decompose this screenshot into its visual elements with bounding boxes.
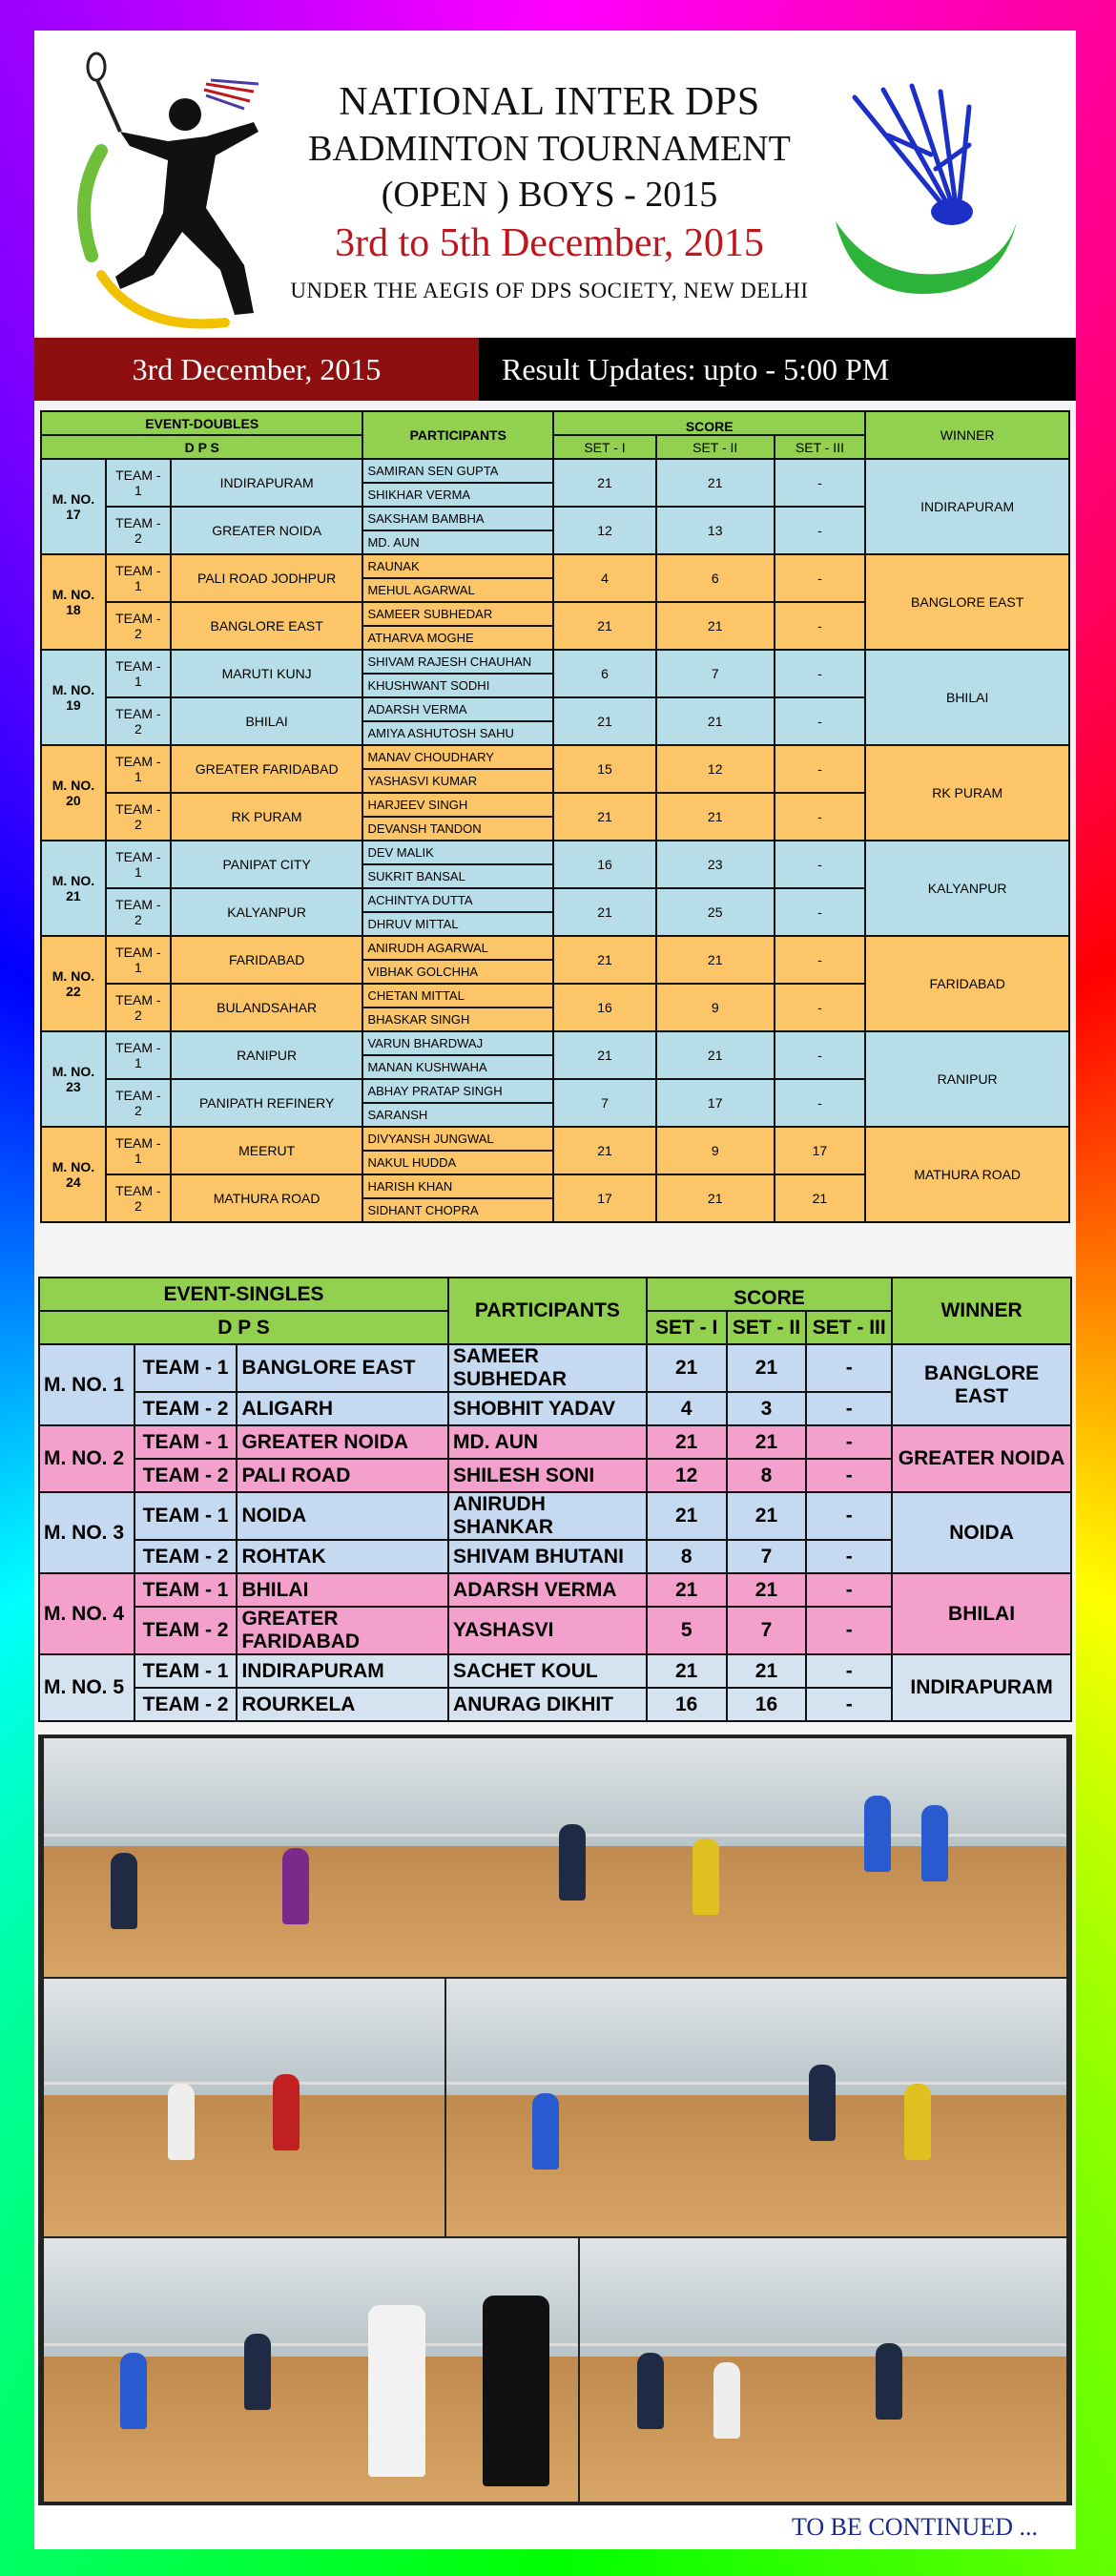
score-set-3: - — [775, 459, 866, 507]
singles-row — [39, 1425, 1071, 1459]
score-set-2: 7 — [727, 1540, 807, 1573]
dps-school: MEERUT — [171, 1127, 363, 1174]
participant-name: ANIRUDH SHANKAR — [448, 1492, 647, 1540]
score-set-1: 6 — [553, 650, 656, 697]
team-label: TEAM - 1 — [134, 1492, 238, 1540]
participant-name: KHUSHWANT SODHI — [362, 674, 553, 697]
score-set-1: 16 — [553, 984, 656, 1031]
match-winner: INDIRAPURAM — [892, 1654, 1071, 1721]
dps-school: MATHURA ROAD — [171, 1174, 363, 1222]
team-label: TEAM - 2 — [134, 1607, 238, 1654]
score-set-2: 21 — [727, 1573, 807, 1607]
dps-school: BANGLORE EAST — [237, 1344, 448, 1392]
match-winner: FARIDABAD — [865, 936, 1069, 1031]
match-number: M. NO. 21 — [41, 841, 106, 936]
participant-name: SARANSH — [362, 1103, 553, 1127]
score-set-3: - — [806, 1392, 892, 1425]
score-set-3: - — [775, 697, 866, 745]
score-set-1: 21 — [647, 1492, 727, 1540]
score-set-3: - — [806, 1573, 892, 1607]
doubles-set2-header: SET - II — [656, 435, 775, 459]
team-label: TEAM - 2 — [106, 697, 171, 745]
team-label: TEAM - 2 — [106, 602, 171, 650]
doubles-row — [41, 936, 1069, 960]
score-set-1: 21 — [553, 793, 656, 841]
score-set-1: 21 — [553, 697, 656, 745]
dps-school: BHILAI — [237, 1573, 448, 1607]
result-banner — [34, 338, 1076, 401]
doubles-set1-header: SET - I — [553, 435, 656, 459]
participant-name: DEV MALIK — [362, 841, 553, 864]
team-label: TEAM - 2 — [106, 507, 171, 554]
match-number: M. NO. 4 — [39, 1573, 134, 1654]
doubles-results-table — [40, 410, 1070, 1223]
participant-name: ADARSH VERMA — [362, 697, 553, 721]
score-set-3: - — [806, 1607, 892, 1654]
photo-collage — [38, 1735, 1072, 2505]
participant-name: NAKUL HUDDA — [362, 1151, 553, 1174]
title-line-2: BADMINTON TOURNAMENT — [308, 129, 791, 169]
singles-row — [39, 1654, 1071, 1688]
dps-school: GREATER FARIDABAD — [237, 1607, 448, 1654]
score-set-2: 21 — [656, 697, 775, 745]
participant-name: SHOBHIT YADAV — [448, 1392, 647, 1425]
singles-set3-header: SET - III — [806, 1311, 892, 1344]
team-label: TEAM - 1 — [134, 1573, 238, 1607]
score-set-3: - — [806, 1688, 892, 1721]
score-set-1: 21 — [553, 936, 656, 984]
doubles-set3-header: SET - III — [775, 435, 866, 459]
dps-school: PANIPAT CITY — [171, 841, 363, 888]
team-label: TEAM - 2 — [106, 1174, 171, 1222]
doubles-row — [41, 1031, 1069, 1055]
participant-name: SUKRIT BANSAL — [362, 864, 553, 888]
singles-results-table — [38, 1277, 1072, 1722]
banner-date: 3rd December, 2015 — [34, 338, 479, 401]
score-set-2: 21 — [656, 936, 775, 984]
dps-school: NOIDA — [237, 1492, 448, 1540]
doubles-participants-header: PARTICIPANTS — [362, 411, 553, 459]
participant-name: YASHASVI — [448, 1607, 647, 1654]
singles-row — [39, 1492, 1071, 1540]
score-set-3: - — [806, 1654, 892, 1688]
participant-name: AMIYA ASHUTOSH SAHU — [362, 721, 553, 745]
score-set-2: 21 — [727, 1425, 807, 1459]
team-label: TEAM - 1 — [106, 459, 171, 507]
banner-update: Result Updates: upto - 5:00 PM — [479, 338, 1076, 401]
participant-name: ADARSH VERMA — [448, 1573, 647, 1607]
dps-school: GREATER NOIDA — [171, 507, 363, 554]
score-set-3: - — [775, 936, 866, 984]
team-label: TEAM - 2 — [134, 1392, 238, 1425]
header — [34, 31, 1076, 336]
doubles-winner-header: WINNER — [865, 411, 1069, 459]
score-set-2: 13 — [656, 507, 775, 554]
score-set-3: - — [775, 984, 866, 1031]
participant-name: SAMIRAN SEN GUPTA — [362, 459, 553, 483]
team-label: TEAM - 2 — [106, 888, 171, 936]
score-set-3: - — [775, 554, 866, 602]
singles-event-header: EVENT-SINGLES — [39, 1278, 448, 1311]
score-set-2: 23 — [656, 841, 775, 888]
score-set-1: 12 — [647, 1459, 727, 1492]
team-label: TEAM - 2 — [106, 1079, 171, 1127]
participant-name: VIBHAK GOLCHHA — [362, 960, 553, 984]
photo-singles-rally — [580, 2238, 1066, 2502]
match-winner: BHILAI — [865, 650, 1069, 745]
score-set-3: - — [775, 507, 866, 554]
participant-name: BHASKAR SINGH — [362, 1008, 553, 1031]
match-winner: RK PURAM — [865, 745, 1069, 841]
team-label: TEAM - 1 — [106, 1127, 171, 1174]
score-set-3: - — [775, 745, 866, 793]
participant-name: RAUNAK — [362, 554, 553, 578]
match-winner: INDIRAPURAM — [865, 459, 1069, 554]
doubles-row — [41, 1127, 1069, 1151]
photo-court-wide — [44, 1738, 1066, 1977]
doubles-row — [41, 554, 1069, 578]
participant-name: DEVANSH TANDON — [362, 817, 553, 841]
match-winner: KALYANPUR — [865, 841, 1069, 936]
participant-name: HARISH KHAN — [362, 1174, 553, 1198]
dps-school: FARIDABAD — [171, 936, 363, 984]
team-label: TEAM - 1 — [106, 745, 171, 793]
score-set-1: 4 — [553, 554, 656, 602]
score-set-1: 21 — [553, 1031, 656, 1079]
dps-school: PANIPATH REFINERY — [171, 1079, 363, 1127]
participant-name: MANAN KUSHWAHA — [362, 1055, 553, 1079]
score-set-1: 16 — [647, 1688, 727, 1721]
singles-row — [39, 1344, 1071, 1392]
score-set-2: 25 — [656, 888, 775, 936]
doubles-dps-header: D P S — [41, 435, 362, 459]
score-set-3: - — [806, 1344, 892, 1392]
photo-close-up — [44, 2238, 578, 2502]
score-set-3: - — [806, 1459, 892, 1492]
doubles-row — [41, 459, 1069, 483]
score-set-1: 7 — [553, 1079, 656, 1127]
participant-name: SHIVAM RAJESH CHAUHAN — [362, 650, 553, 674]
match-winner: BANGLORE EAST — [865, 554, 1069, 650]
singles-winner-header: WINNER — [892, 1278, 1071, 1344]
participant-name: ACHINTYA DUTTA — [362, 888, 553, 912]
score-set-1: 21 — [553, 602, 656, 650]
score-set-3: - — [775, 793, 866, 841]
match-number: M. NO. 2 — [39, 1425, 134, 1492]
score-set-1: 21 — [647, 1654, 727, 1688]
match-number: M. NO. 3 — [39, 1492, 134, 1573]
dps-school: INDIRAPURAM — [171, 459, 363, 507]
score-set-1: 5 — [647, 1607, 727, 1654]
singles-set2-header: SET - II — [727, 1311, 807, 1344]
score-set-3: - — [775, 650, 866, 697]
score-set-1: 21 — [553, 888, 656, 936]
participant-name: MD. AUN — [362, 530, 553, 554]
singles-set1-header: SET - I — [647, 1311, 727, 1344]
match-number: M. NO. 17 — [41, 459, 106, 554]
doubles-row — [41, 841, 1069, 864]
team-label: TEAM - 1 — [106, 650, 171, 697]
dps-school: PALI ROAD — [237, 1459, 448, 1492]
match-number: M. NO. 5 — [39, 1654, 134, 1721]
score-set-1: 21 — [647, 1573, 727, 1607]
participant-name: SAMEER SUBHEDAR — [448, 1344, 647, 1392]
match-number: M. NO. 1 — [39, 1344, 134, 1425]
doubles-row — [41, 745, 1069, 769]
singles-row — [39, 1573, 1071, 1607]
team-label: TEAM - 2 — [134, 1688, 238, 1721]
team-label: TEAM - 2 — [134, 1540, 238, 1573]
score-set-1: 16 — [553, 841, 656, 888]
participant-name: SAKSHAM BAMBHA — [362, 507, 553, 530]
aegis-text: UNDER THE AEGIS OF DPS SOCIETY, NEW DELHI — [290, 279, 809, 302]
participant-name: MANAV CHOUDHARY — [362, 745, 553, 769]
match-number: M. NO. 22 — [41, 936, 106, 1031]
team-label: TEAM - 1 — [106, 1031, 171, 1079]
match-winner: RANIPUR — [865, 1031, 1069, 1127]
score-set-2: 8 — [727, 1459, 807, 1492]
team-label: TEAM - 2 — [134, 1459, 238, 1492]
score-set-2: 21 — [656, 459, 775, 507]
to-be-continued-text: TO BE CONTINUED ... — [791, 2513, 1038, 2541]
participant-name: DHRUV MITTAL — [362, 912, 553, 936]
title-line-1: NATIONAL INTER DPS — [339, 80, 760, 124]
dps-school: KALYANPUR — [171, 888, 363, 936]
participant-name: MEHUL AGARWAL — [362, 578, 553, 602]
score-set-3: - — [775, 888, 866, 936]
match-number: M. NO. 20 — [41, 745, 106, 841]
footer — [34, 2505, 1076, 2549]
match-winner: NOIDA — [892, 1492, 1071, 1573]
dps-school: PALI ROAD JODHPUR — [171, 554, 363, 602]
singles-dps-header: D P S — [39, 1311, 448, 1344]
score-set-3: 21 — [775, 1174, 866, 1222]
score-set-1: 12 — [553, 507, 656, 554]
participant-name: SHIKHAR VERMA — [362, 483, 553, 507]
participant-name: CHETAN MITTAL — [362, 984, 553, 1008]
team-label: TEAM - 1 — [106, 841, 171, 888]
score-set-2: 3 — [727, 1392, 807, 1425]
score-set-3: - — [806, 1492, 892, 1540]
shuttlecock-logo — [797, 78, 1026, 307]
photo-players-net — [44, 1979, 444, 2236]
score-set-3: - — [775, 602, 866, 650]
team-label: TEAM - 1 — [134, 1654, 238, 1688]
score-set-3: 17 — [775, 1127, 866, 1174]
doubles-row — [41, 650, 1069, 674]
team-label: TEAM - 1 — [106, 936, 171, 984]
dps-school: RANIPUR — [171, 1031, 363, 1079]
participant-name: SIDHANT CHOPRA — [362, 1198, 553, 1222]
dps-school: GREATER FARIDABAD — [171, 745, 363, 793]
score-set-3: - — [806, 1540, 892, 1573]
team-label: TEAM - 1 — [134, 1344, 238, 1392]
score-set-2: 16 — [727, 1688, 807, 1721]
participant-name: ANURAG DIKHIT — [448, 1688, 647, 1721]
score-set-2: 21 — [656, 1174, 775, 1222]
score-set-3: - — [775, 841, 866, 888]
score-set-2: 17 — [656, 1079, 775, 1127]
score-set-2: 21 — [727, 1654, 807, 1688]
match-number: M. NO. 19 — [41, 650, 106, 745]
score-set-1: 21 — [553, 459, 656, 507]
dps-school: BANGLORE EAST — [171, 602, 363, 650]
dps-school: BULANDSAHAR — [171, 984, 363, 1031]
team-label: TEAM - 2 — [106, 793, 171, 841]
team-label: TEAM - 2 — [106, 984, 171, 1031]
score-set-1: 4 — [647, 1392, 727, 1425]
team-label: TEAM - 1 — [134, 1425, 238, 1459]
score-set-2: 9 — [656, 1127, 775, 1174]
team-label: TEAM - 1 — [106, 554, 171, 602]
dps-school: ROHTAK — [237, 1540, 448, 1573]
poster — [34, 31, 1076, 2549]
participant-name: YASHASVI KUMAR — [362, 769, 553, 793]
match-number: M. NO. 24 — [41, 1127, 106, 1222]
participant-name: ANIRUDH AGARWAL — [362, 936, 553, 960]
participant-name: DIVYANSH JUNGWAL — [362, 1127, 553, 1151]
score-set-2: 21 — [656, 1031, 775, 1079]
match-winner: MATHURA ROAD — [865, 1127, 1069, 1222]
singles-score-header: SCORE — [647, 1278, 892, 1311]
score-set-2: 21 — [656, 602, 775, 650]
doubles-score-header: SCORE — [553, 411, 865, 435]
participant-name: SACHET KOUL — [448, 1654, 647, 1688]
score-set-3: - — [806, 1425, 892, 1459]
score-set-2: 21 — [656, 793, 775, 841]
score-set-2: 7 — [656, 650, 775, 697]
photo-doubles-match — [446, 1979, 1066, 2236]
dps-school: GREATER NOIDA — [237, 1425, 448, 1459]
dps-school: INDIRAPURAM — [237, 1654, 448, 1688]
participant-name: SHIVAM BHUTANI — [448, 1540, 647, 1573]
score-set-1: 17 — [553, 1174, 656, 1222]
dps-school: MARUTI KUNJ — [171, 650, 363, 697]
match-number: M. NO. 18 — [41, 554, 106, 650]
participant-name: ABHAY PRATAP SINGH — [362, 1079, 553, 1103]
score-set-3: - — [775, 1031, 866, 1079]
singles-participants-header: PARTICIPANTS — [448, 1278, 647, 1344]
score-set-2: 7 — [727, 1607, 807, 1654]
title-line-3: (OPEN ) BOYS - 2015 — [381, 175, 718, 215]
score-set-1: 21 — [647, 1344, 727, 1392]
participant-name: VARUN BHARDWAJ — [362, 1031, 553, 1055]
match-winner: GREATER NOIDA — [892, 1425, 1071, 1492]
score-set-2: 9 — [656, 984, 775, 1031]
participant-name: HARJEEV SINGH — [362, 793, 553, 817]
score-set-1: 21 — [647, 1425, 727, 1459]
dps-school: ROURKELA — [237, 1688, 448, 1721]
match-number: M. NO. 23 — [41, 1031, 106, 1127]
tournament-dates: 3rd to 5th December, 2015 — [335, 221, 764, 265]
score-set-2: 21 — [727, 1492, 807, 1540]
score-set-1: 21 — [553, 1127, 656, 1174]
participant-name: SAMEER SUBHEDAR — [362, 602, 553, 626]
match-winner: BANGLORE EAST — [892, 1344, 1071, 1425]
dps-school: BHILAI — [171, 697, 363, 745]
participant-name: MD. AUN — [448, 1425, 647, 1459]
match-winner: BHILAI — [892, 1573, 1071, 1654]
score-set-3: - — [775, 1079, 866, 1127]
dps-school: ALIGARH — [237, 1392, 448, 1425]
score-set-1: 8 — [647, 1540, 727, 1573]
score-set-2: 21 — [727, 1344, 807, 1392]
score-set-2: 6 — [656, 554, 775, 602]
participant-name: SHILESH SONI — [448, 1459, 647, 1492]
doubles-event-header: EVENT-DOUBLES — [41, 411, 362, 435]
participant-name: ATHARVA MOGHE — [362, 626, 553, 650]
score-set-1: 15 — [553, 745, 656, 793]
dps-school: RK PURAM — [171, 793, 363, 841]
score-set-2: 12 — [656, 745, 775, 793]
